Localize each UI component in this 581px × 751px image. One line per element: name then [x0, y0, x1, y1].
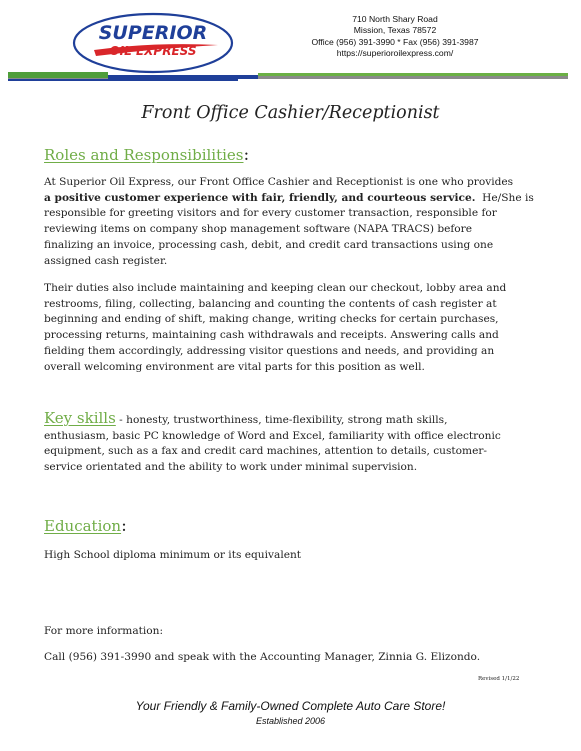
text-line: beginning and ending of shift, making change, writing checks for certain purchases, [44, 313, 499, 326]
document-title: Front Office Cashier/Receptionist [141, 103, 440, 123]
text-line: fielding them accordingly, addressing visitor questions and needs, and providing an [44, 344, 495, 357]
text-line: service orientated and the ability to work under minimal supervision. [44, 461, 418, 474]
text-line: finalizing an invoice, processing cash, debit, and credit card transactions using one [44, 238, 494, 251]
address-line-1: 710 North Shary Road [352, 14, 438, 24]
text-line: responsible for greeting visitors and for every customer transaction, responsible for [44, 207, 497, 220]
logo-line2: OIL EXPRESS [109, 44, 197, 58]
address-line-2: Mission, Texas 78572 [353, 25, 437, 36]
footer-tagline: Your Friendly & Family-Owned Complete Auto Care Store! [135, 699, 446, 713]
key-skills-paragraph [44, 411, 536, 476]
text-line: processing returns, maintaining cash withdrawals and receipts. Answering calls and [44, 329, 499, 342]
bold-emphasis: a positive customer experience with fair, friendly, and courteous service. [44, 191, 476, 204]
more-info-label: For more information: [44, 625, 164, 637]
phone-fax-line: Office (956) 391-3990 * Fax (956) 391-3987 [311, 36, 479, 47]
website-link[interactable]: https://superioroilexpress.com/ [336, 47, 454, 58]
roles-heading [44, 145, 249, 165]
roles-heading-colon: : [243, 145, 250, 165]
superior-oil-express-logo [72, 12, 234, 74]
text-fragment: - honesty, trustworthiness, time-flexibility, strong math skills, [115, 414, 448, 426]
text-line: Their duties also include maintaining and keeping clean our checkout, lobby area and [44, 282, 507, 294]
education-heading-colon: : [121, 516, 127, 536]
text-line: overall welcoming environment are vital parts for this position as well. [44, 360, 425, 373]
text-line: reviewing items on company shop management software (NAPA TRACS) before [44, 223, 473, 236]
text-fragment: He/She is [482, 191, 534, 204]
roles-paragraph-2 [44, 281, 536, 375]
text-line: At Superior Oil Express, our Front Office Cashier and Receptionist is one who provides [44, 176, 514, 188]
logo-line1: SUPERIOR [98, 22, 208, 44]
education-text: High School diploma minimum or its equivalent [44, 549, 302, 561]
contact-block [290, 14, 500, 59]
header-divider-bars [8, 72, 568, 82]
roles-paragraph-1 [44, 175, 536, 269]
text-line: assigned cash register. [44, 254, 168, 267]
roles-heading-text: Roles and Responsibilities [44, 146, 244, 164]
text-line: restrooms, filing, collecting, balancing and counting the contents of cash register at [44, 297, 497, 310]
footer-established: Established 2006 [255, 716, 326, 726]
more-info-text: Call (956) 391-3990 and speak with the Accounting Manager, Zinnia G. Elizondo. [44, 651, 481, 663]
text-line [44, 411, 536, 429]
key-skills-heading: Key skills [44, 409, 116, 427]
text-line: equipment, such as a fax and credit card machines, attention to details, customer- [44, 445, 488, 458]
education-heading-text: Education [44, 517, 122, 535]
text-line [44, 191, 536, 207]
revised-date: Revised 1/1/22 [478, 676, 520, 682]
education-heading [44, 516, 127, 536]
text-line: enthusiasm, basic PC knowledge of Word and Excel, familiarity with office electronic [44, 429, 501, 442]
